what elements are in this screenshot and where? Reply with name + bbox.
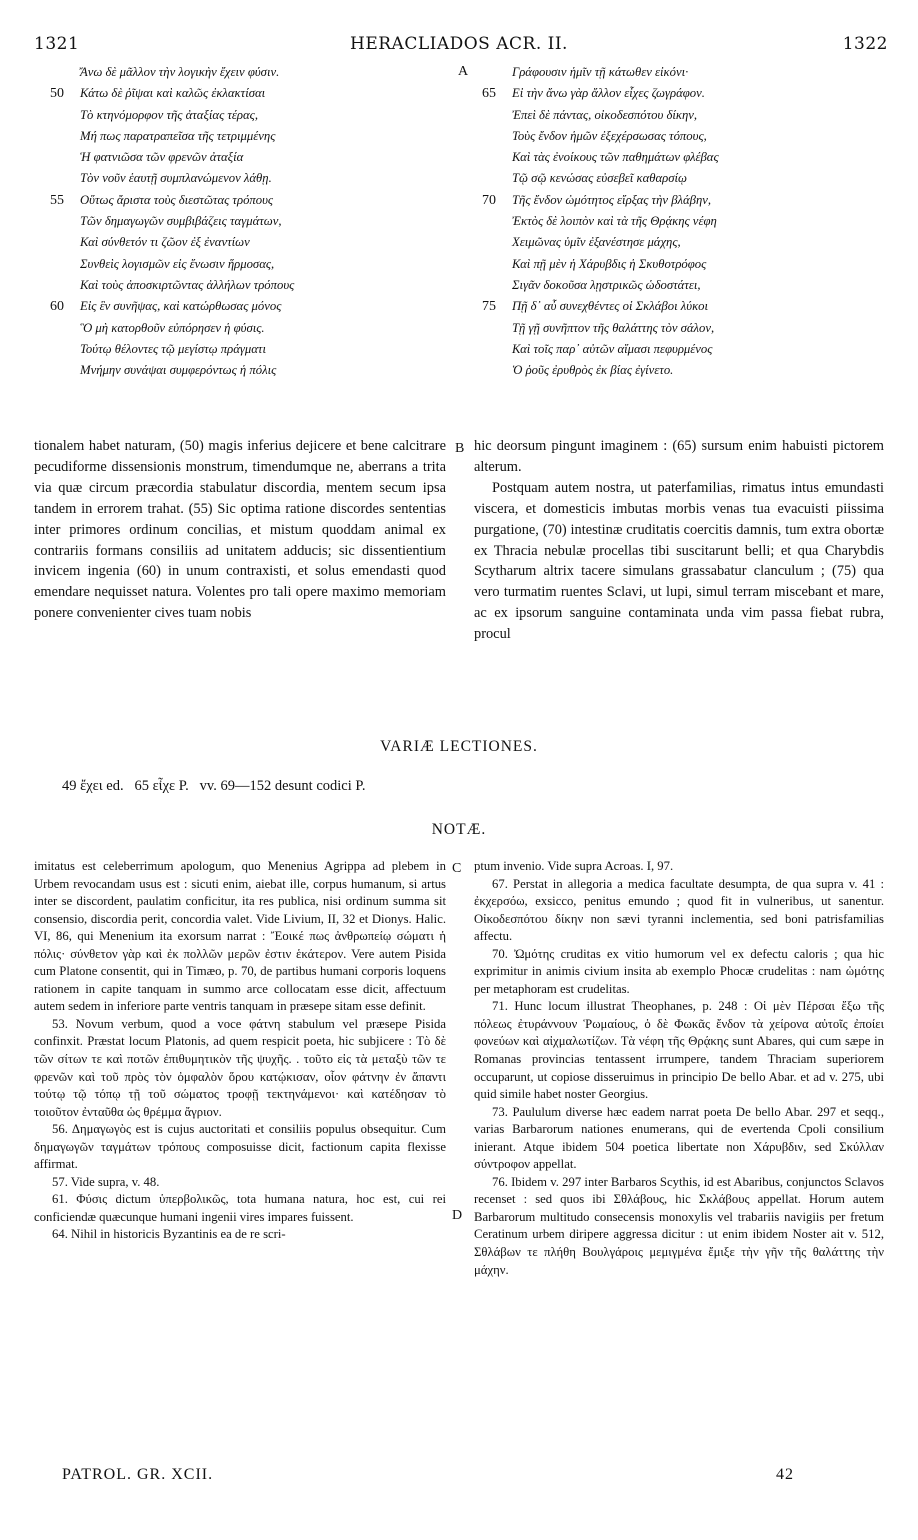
latin-translation-left — [34, 436, 446, 624]
verse-line — [482, 147, 902, 168]
verse-text: Ἡ φατνιῶσα τῶν φρενῶν ἀταξία — [80, 150, 244, 165]
verse-text: Πῇ δ᾽ αὖ συνεχθέντες οἱ Σκλάβοι λύκοι — [512, 299, 709, 314]
verse-number: 65 — [482, 86, 496, 102]
verse-text: Τῷ σῷ κενώσας εὐσεβεῖ καθαρσίῳ — [512, 171, 687, 186]
verse-line — [50, 105, 430, 126]
verse-line — [50, 126, 430, 147]
verse-line — [50, 360, 430, 381]
verse-line — [50, 296, 430, 317]
note-paragraph: 71. Hunc locum illustrat Theophanes, p. 248 : Οἱ μὲν Πέρσαι ἔξω τῆς πόλεως ἐτυράννουν Ῥωμαίους, ὁ δὲ Φωκᾶς ἔνδον τὰ χείρονα αὐτοῖς ἐποίει φονεύων καὶ αἰχμαλωτίζων. Τὰ νέφη τῆς Θρᾴκης sunt Abares, qui cum sæpe in Romanas provincias tentassent irrumpere, tandem Thraciam superiorem occuparunt, ut copiose disseruimus in principio De bello Abar. et ad v. 275, ubi quid simile habet noster Georgius. — [474, 999, 884, 1102]
verse-text: Χειμῶνας ὑμῖν ἐξανέστησε μάχης, — [512, 235, 681, 250]
note-paragraph: 67. Perstat in allegoria a medica facultate desumpta, de qua supra v. 41 : ἐκχερσόω, exsicco, penitus emundo ; quod fit in vulneribus, ut sanentur. Οἰκοδεσπότου δίκην non sævi tyranni inclementia, sed boni patrisfamilias affectu. — [474, 876, 884, 944]
margin-marker-d: D — [452, 1208, 463, 1223]
latin-right-para-2: Postquam autem nostra, ut paterfamilias, rimatus intus emundasti viscera, et domesticis imbutas morbis venas tua evacuisti piissima purgatione, (70) intestinæ cruditatis coercitis damnis, tum extra obortæ ex Thracia nebulæ procellas tibi suscitarunt belli; et qua Charybdis Scytharum altrix tacere simulans grassabatur clanculum ; (75) qua vero turmatim ruentes Sclavi, ut lupi, simul terram miscebant et mare, ac ex ipsorum sanguine contaminata unda vim passa fiebat rubra, procul — [474, 479, 884, 643]
verse-line — [482, 211, 902, 232]
verse-text: Κάτω δὲ ῥῖψαι καὶ καλῶς ἐκλακτίσαι — [80, 86, 266, 101]
latin-translation-right — [474, 436, 884, 645]
verse-text: Τὸν νοῦν ἑαυτῇ συμπλανώμενον λάθῃ. — [80, 171, 272, 186]
verse-line — [482, 190, 902, 211]
verse-number: 75 — [482, 299, 496, 315]
note-paragraph: 56. Δημαγωγὸς est is cujus auctoritati et consiliis populus obsequitur. Cum δημαγωγῶν ταγμάτων τρόπους composuisse dicit, factionum capita flexisse affirmat. — [34, 1122, 446, 1172]
variae-lectiones-text: 49 ἔχει ed. 65 εἶχε P. vv. 69—152 desunt codici P. — [62, 778, 366, 794]
verse-line — [482, 339, 902, 360]
verse-line — [50, 275, 430, 296]
footer-column-number: 42 — [776, 1466, 794, 1483]
greek-verse-left-column — [50, 62, 430, 381]
verse-text: Γράφουσιν ἡμῖν τῇ κάτωθεν εἰκόνι· — [512, 65, 689, 79]
verse-line — [50, 211, 430, 232]
verse-line — [482, 232, 902, 253]
verse-number: 60 — [50, 299, 64, 315]
verse-text: Συνθεὶς λογισμῶν εἰς ἕνωσιν ἥρμοσας, — [80, 256, 275, 271]
verse-line — [50, 254, 430, 275]
verse-text: Τοὺς ἔνδον ἡμῶν ἐξεχέρσωσας τόπους, — [512, 128, 707, 143]
note-paragraph: 57. Vide supra, v. 48. — [52, 1174, 160, 1189]
verse-line — [50, 168, 430, 189]
verse-text: Ἐπεὶ δὲ πάντας, οἰκοδεσπότου δίκην, — [512, 107, 698, 122]
left-page-number: 1321 — [34, 34, 80, 54]
note-paragraph: 73. Paululum diverse hæc eadem narrat poeta De bello Abar. 297 et seqq., varias Barbarorum nationes enumerans, qui de evertenda Cpoli consilium inierant. Atque ibidem 504 poetica libertate non Χάρυβδιν, sed Σκύλλαν σύντροφον appellat. — [474, 1104, 884, 1172]
verse-text: Εἰ τὴν ἄνω γὰρ ἄλλον εἶχες ζωγράφον. — [512, 86, 705, 101]
note-paragraph: ptum invenio. Vide supra Acroas. I, 97. — [474, 859, 674, 873]
notes-left-column — [34, 858, 446, 1244]
note-paragraph: imitatus est celeberrimum apologum, quo Menenius Agrippa ad plebem in Urbem revocandam usus est : sicuti enim, aiebat ille, corpus humanum, si artus inter se discordent, paulatim conficitur, ita res publica, nisi ordinum summa sit consensio, discordia perit, concordia valet. Vide Livium, II, 32 et Dionys. Halic. VI, 86, qui Menenium ita exorsum narrat : Ἔοικέ πως ἀνθρωπείῳ σώματι ἡ πόλις· σύνθετον γὰρ καὶ ἐκ πολλῶν μερῶν ἐστιν ἑκάτερον. Vere autem Pisida cum Platone consentit, qui in Timæo, p. 70, de partibus humani corporis loquens rationem in capite tanquam in summo arce collocatam esse dicit, affectuum autem sedem in inferiore parte ventris tanquam in præsepe sitam esse definit. — [34, 859, 446, 1014]
note-paragraph: 76. Ibidem v. 297 inter Barbaros Scythis, id est Abaribus, conjunctos Sclavos recenset : sed quos ibi Σθλάβους, hic Σκλάβους appellat. Horum autem Barbarorum multitudo consecensis monoxylis vel trabariis navigiis per fretum Ceratinum urbem diripere aggressa dicitur : ut enim ibidem Noster ait v. 512, Σθλάβων τε πλήθη Βουλγάροις μεμιγμένα ἔμιξε τὴν γῆν τῆς θαλάττης τὴν μάχην. — [474, 1174, 884, 1277]
verse-text: Ὁ ῥοῦς ἐρυθρὸς ἐκ βίας ἐγίνετο. — [512, 363, 674, 378]
note-paragraph: 70. Ὠμότης cruditas ex vitio humorum vel ex defectu caloris ; qua hic exprimitur in animis civium insita ab exemplo Phocæ crudelitas : nam ὠμότης per metaphoram est crudelitas. — [474, 946, 884, 996]
verse-text: Καὶ τοῖς παρ᾽ αὐτῶν αἵμασι πεφυρμένος — [512, 341, 713, 356]
right-page-number: 1322 — [842, 34, 888, 54]
verse-text: Ὃ μὴ κατορθοῦν εὐπόρησεν ἡ φύσις. — [80, 320, 265, 335]
verse-line — [50, 318, 430, 339]
verse-number: 55 — [50, 192, 64, 208]
verse-line — [50, 190, 430, 211]
verse-text: Τὸ κτηνόμορφον τῆς ἀταξίας τέρας, — [80, 107, 259, 122]
margin-marker-a: A — [458, 64, 469, 79]
notae-heading: NOTÆ. — [431, 821, 487, 838]
verse-text: Καὶ σύνθετόν τι ζῶον ἐξ ἐναντίων — [80, 235, 250, 250]
verse-text: Μνήμην συνάψαι συμφερόντως ἡ πόλις — [80, 363, 277, 378]
running-title: HERACLIADOS ACR. II. — [350, 34, 568, 54]
verse-line — [482, 83, 902, 104]
verse-text: Καὶ πῇ μὲν ἡ Χάρυβδις ἡ Σκυθοτρόφος — [512, 256, 707, 271]
verse-text: Σιγᾶν δοκοῦσα λῃστρικῶς ὡδοστάτει, — [512, 277, 701, 292]
verse-text: Ἄνω δὲ μᾶλλον τὴν λογικὴν ἔχειν φύσιν. — [80, 65, 280, 79]
verse-text: Μή πως παρατραπεῖσα τῆς τετριμμένης — [80, 128, 276, 143]
verse-line — [482, 126, 902, 147]
verse-text: Τῆς ἔνδον ὠμότητος εἴρξας τὴν βλάβην, — [512, 192, 712, 207]
verse-line — [482, 62, 902, 83]
verse-line — [482, 296, 902, 317]
note-paragraph: 61. Φύσις dictum ὑπερβολικῶς, tota humana natura, hoc est, cui rei conficiendæ quæcunque humani ingenii vires impares fuissent. — [34, 1192, 446, 1224]
verse-line — [50, 232, 430, 253]
verse-number: 70 — [482, 192, 496, 208]
verse-text: Εἰς ἓν συνῆψας, καὶ κατώρθωσας μόνος — [80, 299, 282, 314]
verse-line — [482, 168, 902, 189]
verse-text: Καὶ τοὺς ἀποσκιρτῶντας ἀλλήλων τρόπους — [80, 277, 295, 292]
verse-line — [482, 360, 902, 381]
variae-lectiones-heading: VARIÆ LECTIONES. — [380, 738, 538, 755]
verse-line — [482, 105, 902, 126]
margin-marker-c: C — [452, 861, 462, 876]
verse-line — [482, 254, 902, 275]
greek-verse-right-column — [482, 62, 902, 381]
footer-volume: PATROL. GR. XCII. — [62, 1466, 214, 1483]
note-paragraph: 64. Nihil in historicis Byzantinis ea de re scri- — [52, 1227, 286, 1242]
verse-text: Τούτῳ θέλοντες τῷ μεγίστῳ πράγματι — [80, 341, 266, 356]
verse-line — [482, 275, 902, 296]
verse-line — [50, 339, 430, 360]
margin-marker-b: B — [455, 441, 465, 456]
verse-text: Τῶν δημαγωγῶν συμβιβάζεις ταγμάτων, — [80, 214, 282, 229]
verse-line — [50, 62, 430, 83]
latin-left-text: tionalem habet naturam, (50) magis inferius dejicere et bene calcitrare pecudiforme dissensionis monstrum, timendumque ne, aberrans a trita via quæ circum præcordia stabulatur discordia, mentem secum ipsa tandem in errorem trahat. (55) Sic optima ratione discordes sententias inter primores ordinum concilias, et mistum quoddam animal ex contrariis formans consiliis ad unitatem adducis; sic dissentientium invicem ingenia (60) in unum contraxisti, et solus emendasti quod emendare nequisset natura. Volentes pro tali opere maximo memoriam ponere convenienter cives tuam nobis — [34, 438, 446, 622]
verse-number: 50 — [50, 86, 64, 102]
verse-line — [50, 147, 430, 168]
verse-line — [50, 83, 430, 104]
notes-right-column — [474, 858, 884, 1279]
latin-right-para-1: hic deorsum pingunt imaginem : (65) sursum enim habuisti pictorem alterum. — [474, 438, 884, 475]
verse-text: Καὶ τὰς ἐνοίκους τῶν παθημάτων φλέβας — [512, 150, 719, 165]
verse-text: Ἐκτὸς δὲ λοιπὸν καὶ τὰ τῆς Θρᾴκης νέφη — [512, 214, 717, 229]
note-paragraph: 53. Novum verbum, quod a voce φάτνη stabulum vel præsepe Pisida confinxit. Præstat locum Platonis, ad quem respicit poeta, hic subjicere : Τὸ δὲ τῶν σίτων τε καὶ ποτῶν ἐπιθυμητικὸν τῆς ψυχῆς. . τοῦτο εἰς τὰ μεταξὺ τῶν τε φρενῶν καὶ τοῦ πρὸς τὸν ὀμφαλὸν ὅρου κατῴκισαν, οἷον φάτνην ἐν ἅπαντι τούτῳ τῷ τόπῳ τῇ τοῦ σώματος τροφῇ τεκτηνάμενοι· καὶ κατέδησαν τὸ τοιοῦτον ἐνταῦθα ὡς θρέμμα ἄγριον. — [34, 1016, 446, 1119]
verse-text: Οὕτως ἄριστα τοὺς διεστῶτας τρόπους — [80, 192, 274, 207]
verse-line — [482, 318, 902, 339]
verse-text: Τῇ γῇ συνῆπτον τῆς θαλάττης τὸν σάλον, — [512, 320, 715, 335]
